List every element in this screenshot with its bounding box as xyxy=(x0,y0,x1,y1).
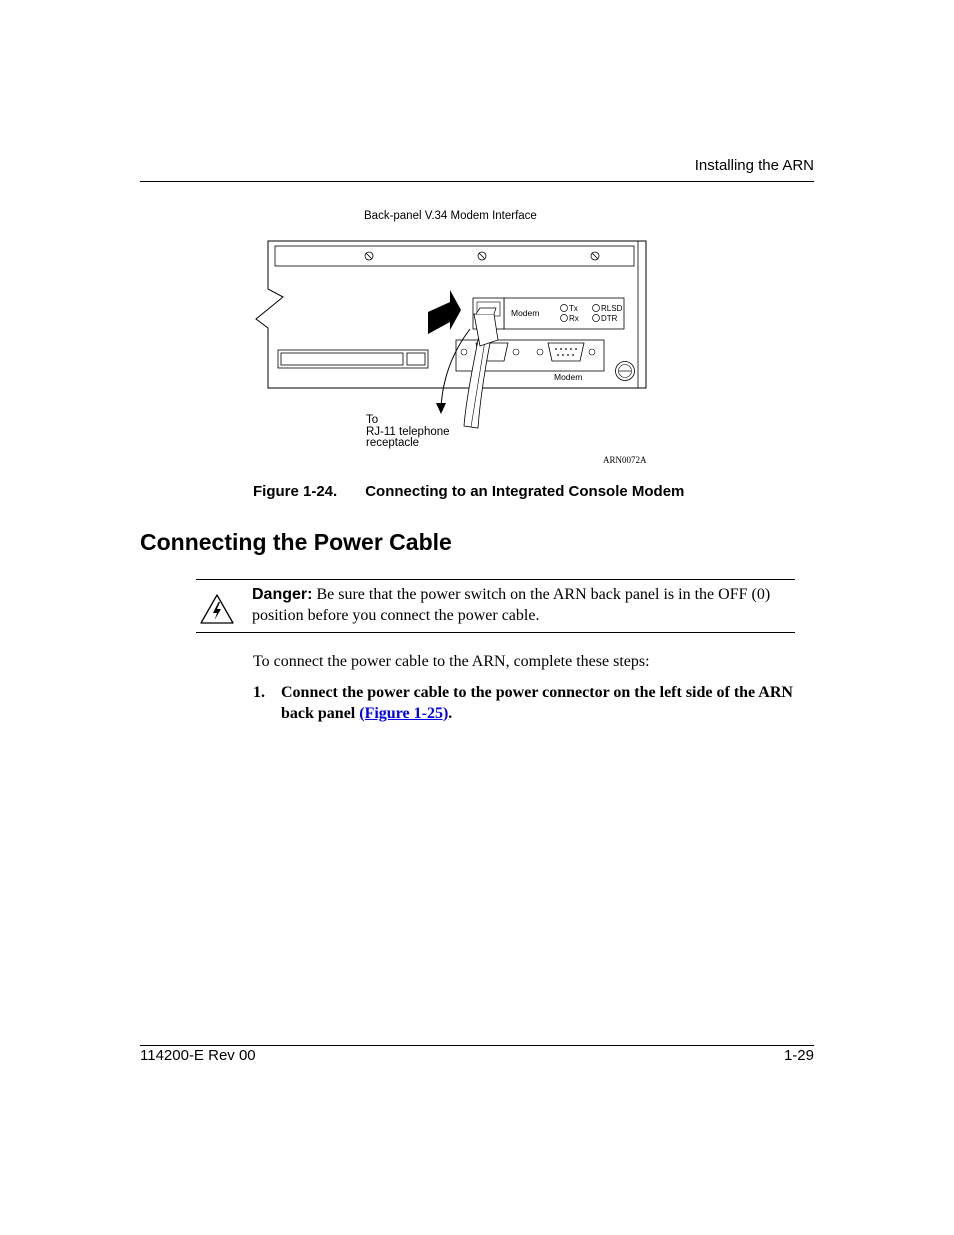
figure-caption-title: Connecting to an Integrated Console Modem xyxy=(365,483,685,500)
footer-rule xyxy=(140,1045,814,1046)
header-rule xyxy=(140,181,814,182)
running-header: Installing the ARN xyxy=(694,157,814,174)
danger-text xyxy=(252,585,792,626)
step-suffix: . xyxy=(448,704,453,722)
led-rlsd-label: RLSD xyxy=(601,304,623,313)
modem-card-label: Modem xyxy=(511,308,540,318)
footer-doc-number: 114200-E Rev 00 xyxy=(140,1047,256,1064)
led-rx-label: Rx xyxy=(569,314,579,323)
rj11-plug-clip xyxy=(476,308,496,314)
expansion-slot-inner xyxy=(281,353,403,365)
led-rx-icon xyxy=(561,315,568,322)
step-text xyxy=(281,683,813,724)
step-body: Connect the power cable to the power connector on the left side of the ARN back panel xyxy=(281,684,793,722)
footer-page-number: 1-29 xyxy=(783,1047,814,1064)
modem-port-label: Modem xyxy=(554,372,583,382)
figure-number: Figure 1-24. xyxy=(253,483,338,500)
led-rlsd-icon xyxy=(593,305,600,312)
figure-1-24 xyxy=(248,200,668,475)
rail-screw-icon xyxy=(478,252,486,260)
expansion-slot-latch xyxy=(407,353,425,365)
danger-label: Danger: xyxy=(252,586,313,603)
section-title: Connecting the Power Cable xyxy=(140,529,452,555)
top-rail xyxy=(275,246,634,266)
ground-screw-icon xyxy=(616,362,635,381)
step-item xyxy=(253,683,813,724)
led-tx-icon xyxy=(561,305,568,312)
rail-screw-icon xyxy=(591,252,599,260)
callout-line-1: To xyxy=(366,414,379,426)
led-tx-label: Tx xyxy=(569,304,578,313)
rail-screw-icon xyxy=(365,252,373,260)
danger-body: Be sure that the power switch on the ARN back panel is in the OFF (0) position before you connect the power cable. xyxy=(252,586,771,624)
callout-line-3: receptacle xyxy=(366,437,420,449)
figure-caption xyxy=(253,483,684,500)
led-dtr-icon xyxy=(593,315,600,322)
led-dtr-label: DTR xyxy=(601,314,618,323)
modem-interface-illustration xyxy=(248,200,668,475)
danger-notice xyxy=(196,579,795,633)
step-number: 1. xyxy=(253,684,265,701)
callout-line-2: RJ-11 telephone xyxy=(366,426,450,438)
lightning-warning-icon xyxy=(199,593,235,625)
figure-1-25-link[interactable]: (Figure 1-25) xyxy=(359,704,449,722)
callout-arrow-icon xyxy=(436,403,446,414)
figure-title-text: Back-panel V.34 Modem Interface xyxy=(364,210,537,222)
art-id: ARN0072A xyxy=(603,455,647,465)
intro-paragraph: To connect the power cable to the ARN, complete these steps: xyxy=(253,653,650,670)
